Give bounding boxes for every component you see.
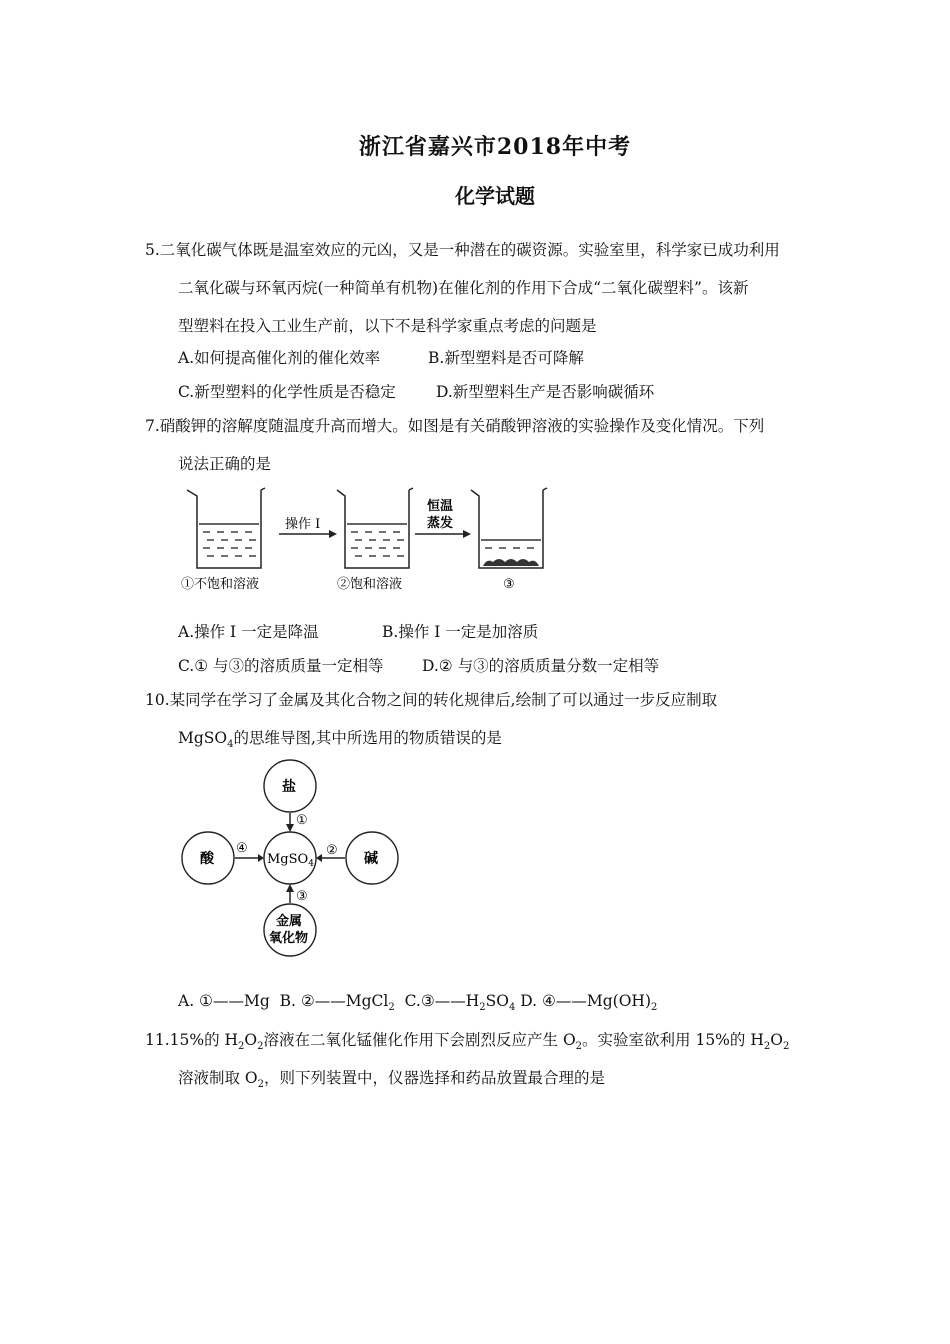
q5-stem-line3: 型塑料在投入工业生产前，以下不是科学家重点考虑的问题是 [178,317,597,335]
q10-option-c: $C.③——H_2SO_4$ [404,992,516,1014]
q5-option-d: D.新型塑料生产是否影响碳循环 [436,383,655,401]
q10-stem-line1: 10.某同学在学习了金属及其化合物之间的转化规律后,绘制了可以通过一步反应制取 [145,691,718,709]
beaker-3 [471,488,547,568]
q11-stem-line1: 11.15%的 $H_2O_2$溶液在二氧化锰催化作用下会剧烈反应产生 $O_2$。实验室欲利用 15%的 $H_2O_2$ [145,1031,790,1053]
q11-stem-line2: 溶液制取 $O_2$，则下列装置中，仪器选择和药品放置最合理的是 [178,1069,606,1091]
q7-stem-line2: 说法正确的是 [178,455,272,473]
q7-option-a: A.操作 I 一定是降温 [178,623,319,641]
arrow-1-head [329,530,337,538]
q7-option-c: C.① 与③的溶质质量一定相等 [178,657,384,675]
node-acid-label: 酸 [200,851,214,867]
q5-option-a: A.如何提高催化剂的催化效率 [178,349,381,367]
operation-2-label-line1: 恒温 [427,499,454,514]
beaker-2-liquid [347,524,407,556]
beaker-diagram [175,482,575,594]
q10-option-a: A. ①——Mg [178,992,270,1010]
q5-option-b: B.新型塑料是否可降解 [428,349,584,367]
label-n3: ③ [296,889,308,904]
node-oxide-label-1: 金属 [276,914,303,929]
node-metal-oxide [264,904,316,956]
q10-stem-line2: MgSO$_4$的思维导图,其中所选用的物质错误的是 [178,729,502,751]
beaker-3-liquid [481,540,541,548]
q5-option-c: C.新型塑料的化学性质是否稳定 [178,383,396,401]
label-n2: ② [326,843,338,858]
mgso4-mindmap [178,758,410,958]
q7-option-b: B.操作 I 一定是加溶质 [382,623,539,641]
label-n1: ① [296,813,308,828]
beaker-3-label: ③ [503,577,515,592]
beaker-1-liquid [199,524,259,556]
operation-1-label: 操作 I [285,517,321,532]
q10-option-b: B. ②——MgCl$_2$ [279,992,395,1014]
node-oxide-label-2: 氧化物 [269,931,309,946]
page-title: 浙江省嘉兴市2018年中考 [358,134,632,160]
q10-options [178,992,657,1013]
crystal-deposit [483,559,539,566]
arrow-2-head [463,530,471,538]
page-subtitle: 化学试题 [455,184,535,208]
q5-stem-line2: 二氧化碳与环氧丙烷(一种简单有机物)在催化剂的作用下合成“二氧化碳塑料”。该新 [178,279,749,297]
label-n4: ④ [236,841,248,856]
beaker-2-label: ②饱和溶液 [337,577,403,592]
node-center-label: MgSO$_4$ [267,852,314,869]
beaker-1-label: ①不饱和溶液 [181,577,260,592]
q5-stem-line1: 5.二氧化碳气体既是温室效应的元凶，又是一种潜在的碳资源。实验室里，科学家已成功利用 [145,241,780,259]
operation-2-label-line2: 蒸发 [427,516,454,531]
q7-stem-line1: 7.硝酸钾的溶解度随温度升高而增大。如图是有关硝酸钾溶液的实验操作及变化情况。下列 [145,417,765,435]
q10-option-d: D. $④——Mg(OH)_2$ [520,992,658,1014]
node-salt-label: 盐 [282,779,296,795]
node-base-label: 碱 [364,851,378,867]
q7-option-d: D.② 与③的溶质质量分数一定相等 [422,657,660,675]
